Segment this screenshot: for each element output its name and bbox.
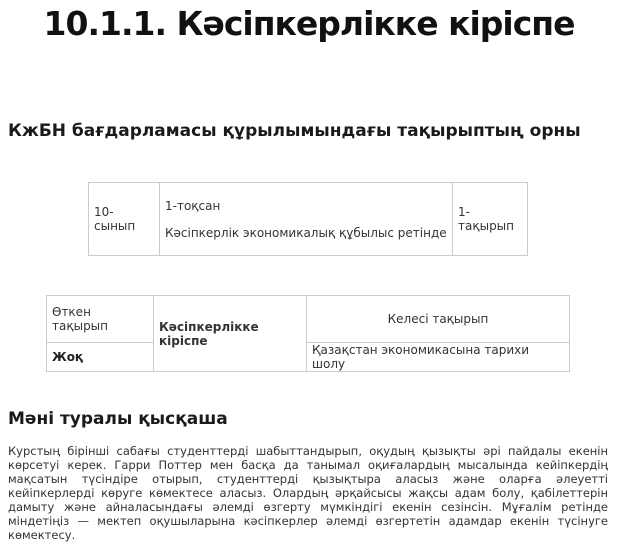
grade-cell: 10-сынып [89, 183, 160, 256]
program-placement-table [88, 182, 528, 256]
summary-paragraph: Курстың бірінші сабағы студенттерді шабыттандырып, оқудың қызықты әрі пайдалы екенін көрсетуі керек. Гарри Поттер мен басқа да танымал оқиғалардың мысалында кейіпкердің мақсатын түсіндіре отырып, студенттерді қызықтыра алаcыз және оларға әлеуетті кейіпкерлерді көруге көмектесе алаcыз. Олардың әрқайсысы жақсы адам болу, қабілеттерін дамыту және айналасындағы әлемді өзгерту мүмкіндігі екенін сезінсін. Мұғалім ретінде міндетіңіз — мектеп оқушыларына кәсіпкерлер әлемді өзгертетін адамдар екенін түсінуге көмектесу. [8, 444, 608, 542]
table-row [47, 296, 570, 343]
current-topic: Кәсіпкерлікке кіріспе [154, 296, 307, 372]
placement-heading: КжБН бағдарламасы құрылымындағы тақырыптың орны [8, 121, 581, 141]
quarter-label: 1-тоқсан [165, 198, 221, 213]
table-row [89, 183, 528, 256]
unit-cell [160, 183, 453, 256]
topic-sequence-table [46, 295, 570, 372]
summary-heading: Мәні туралы қысқаша [8, 409, 228, 429]
previous-topic-value: Жоқ [47, 343, 154, 372]
page-title: 10.1.1. Кәсіпкерлікке кіріспе [43, 4, 575, 43]
next-topic-value: Қазақстан экономикасына тарихи шолу [307, 343, 570, 372]
table-row [47, 343, 570, 372]
previous-topic-label: Өткен тақырып [47, 296, 154, 343]
topic-number-cell: 1-тақырып [453, 183, 528, 256]
unit-title: Кәсіпкерлік экономикалық құбылыс ретінде [165, 225, 447, 240]
next-topic-label: Келесі тақырып [307, 296, 570, 343]
